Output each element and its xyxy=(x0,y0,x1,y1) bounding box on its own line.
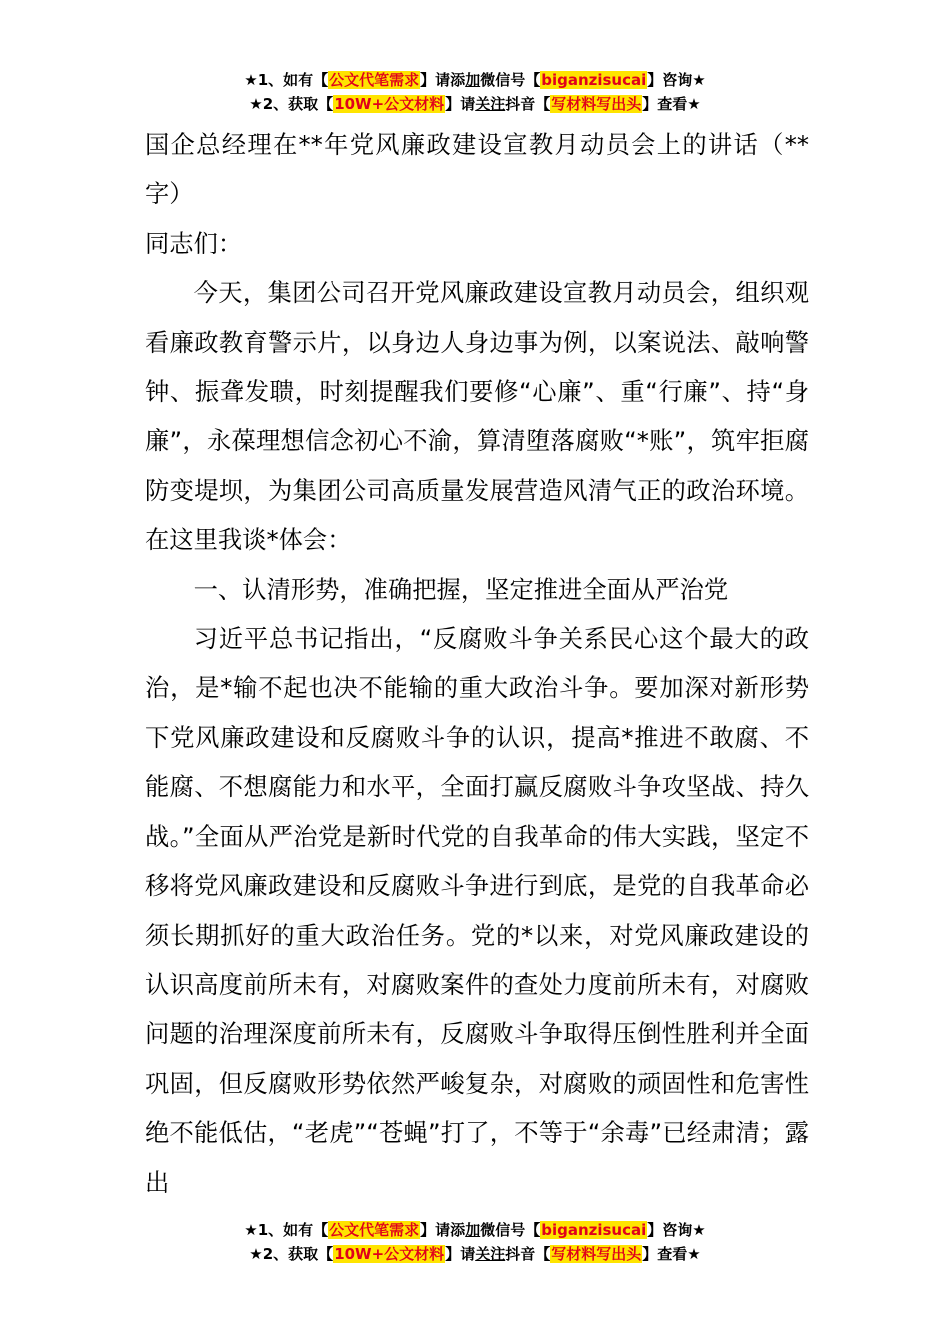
banner-text: 】请 xyxy=(445,95,476,113)
bottom-banner xyxy=(0,1218,950,1266)
banner-highlight-materials: 10W+公文材料 xyxy=(334,95,445,113)
banner-highlight-douyin: 写材料写出头 xyxy=(551,95,642,113)
banner-text: 抖音【 xyxy=(505,1245,551,1263)
banner-text: ★1、如有【 xyxy=(244,71,329,89)
paragraph-2: 习近平总书记指出，“反腐败斗争关系民心这个最大的政治，是*输不起也决不能输的重大政治斗争。要加深对新形势下党风廉政建设和反腐败斗争的认识，提高*推进不敢腐、不能腐、不想腐能力和水平，全面打赢反腐败斗争攻坚战、持久战。”全面从严治党是新时代党的自我革命的伟大实践，坚定不移将党风廉政建设和反腐败斗争进行到底，是党的自我革命必须长期抓好的重大政治任务。党的*以来，对党风廉政建设的认识高度前所未有，对腐败案件的查处力度前所未有，对腐败问题的治理深度前所未有，反腐败斗争取得压倒性胜利并全面巩固，但反腐败形势依然严峻复杂，对腐败的顽固性和危害性绝不能低估，“老虎”“苍蝇”打了，不等于“余毒”已经肃清；露出 xyxy=(145,624,809,1197)
banner-text: 】请添 xyxy=(420,1221,466,1239)
banner-text: 】咨询★ xyxy=(647,1221,706,1239)
banner-highlight-service: 公文代笔需求 xyxy=(329,71,420,89)
banner-highlight-service: 公文代笔需求 xyxy=(329,1221,420,1239)
section-heading-1: 一、认清形势，准确把握，坚定推进全面从严治党 xyxy=(193,574,729,604)
banner-text: 】请 xyxy=(445,1245,476,1263)
banner-text: ★2、获取【 xyxy=(249,1245,334,1263)
banner-text: 】请添 xyxy=(420,71,466,89)
banner-underline-text: 加 xyxy=(465,1221,481,1239)
banner-line-1 xyxy=(0,68,950,92)
banner-underline-text: 关注 xyxy=(475,95,506,113)
banner-text: 微信号【 xyxy=(480,1221,541,1239)
banner-highlight-wechat-id: biganzisucai xyxy=(541,1221,647,1239)
banner-line-2 xyxy=(0,1242,950,1266)
banner-highlight-douyin: 写材料写出头 xyxy=(551,1245,642,1263)
banner-text: ★2、获取【 xyxy=(249,95,334,113)
salutation: 同志们： xyxy=(145,228,243,258)
banner-underline-text: 加 xyxy=(465,71,481,89)
banner-text: 抖音【 xyxy=(505,95,551,113)
banner-line-2 xyxy=(0,92,950,116)
banner-text: 】查看★ xyxy=(642,1245,701,1263)
banner-underline-text: 关注 xyxy=(475,1245,506,1263)
banner-highlight-wechat-id: biganzisucai xyxy=(541,71,647,89)
banner-line-1 xyxy=(0,1218,950,1242)
banner-text: 】查看★ xyxy=(642,95,701,113)
document-title: 国企总经理在**年党风廉政建设宣教月动员会上的讲话（**字） xyxy=(145,130,809,209)
paragraph-1: 今天，集团公司召开党风廉政建设宣教月动员会，组织观看廉政教育警示片，以身边人身边事为例，以案说法、敲响警钟、振聋发聩，时刻提醒我们要修“心廉”、重“行廉”、持“身廉”，永葆理想信念初心不渝，算清堕落腐败“*账”，筑牢拒腐防变堤坝，为集团公司高质量发展营造风清气正的政治环境。在这里我谈*体会： xyxy=(145,278,809,555)
top-banner xyxy=(0,68,950,116)
banner-text: ★1、如有【 xyxy=(244,1221,329,1239)
document-body xyxy=(145,120,809,1207)
banner-text: 微信号【 xyxy=(480,71,541,89)
banner-text: 】咨询★ xyxy=(647,71,706,89)
banner-highlight-materials: 10W+公文材料 xyxy=(334,1245,445,1263)
